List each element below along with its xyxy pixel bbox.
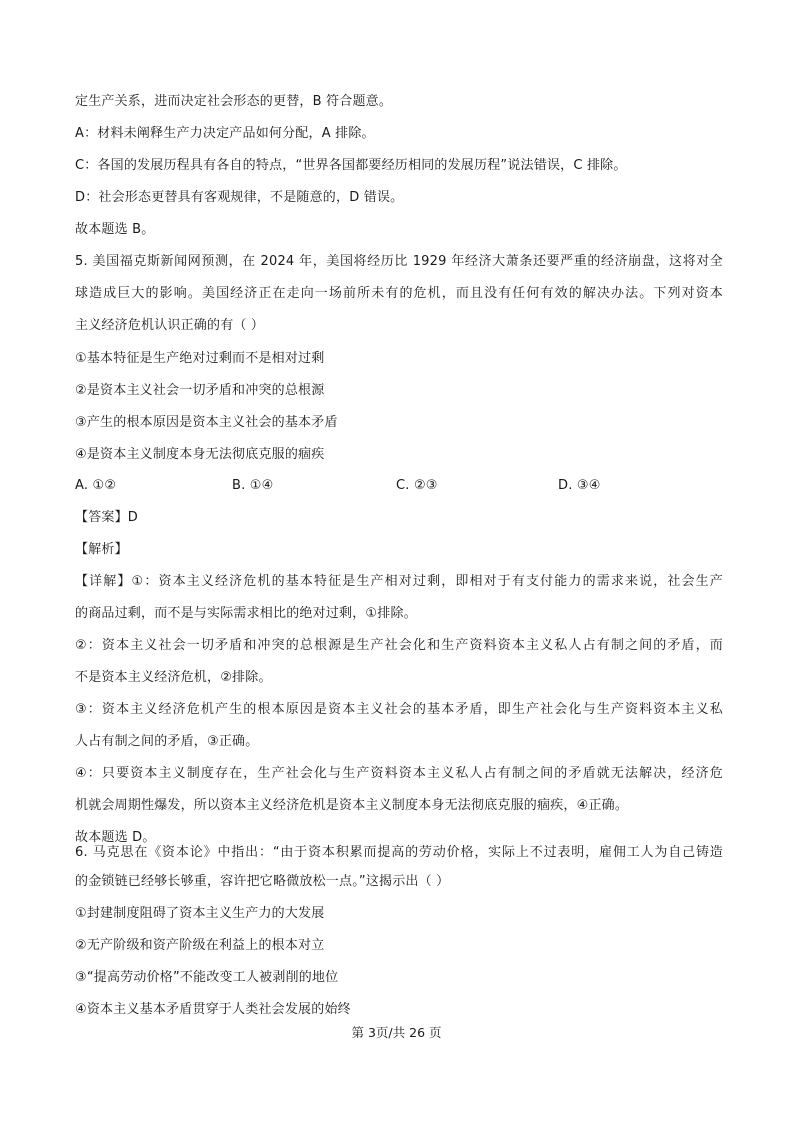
text-line: D：社会形态更替具有客观规律，不是随意的，D 错误。 xyxy=(75,190,404,205)
text-line: 故本题选 B。 xyxy=(75,222,155,237)
question-6-stem: 的金锁链已经够长够重，容许把它略微放松一点。”这揭示出（ ） xyxy=(75,874,450,889)
analysis-heading: 【解析】 xyxy=(75,542,128,557)
question-6-statement: ③“提高劳动价格”不能改变工人被剥削的地位 xyxy=(75,970,339,985)
analysis-text: 不是资本主义经济危机，②排除。 xyxy=(75,670,272,685)
question-6-statement: ②无产阶级和资产阶级在利益上的根本对立 xyxy=(75,938,325,953)
option-b: B. ①④ xyxy=(232,478,274,493)
question-6-statement: ①封建制度阻碍了资本主义生产力的大发展 xyxy=(75,906,325,921)
analysis-text: 故本题选 D。 xyxy=(75,830,156,845)
question-5-statement: ①基本特征是生产绝对过剩而不是相对过剩 xyxy=(75,351,325,366)
analysis-text: 【详解】①：资本主义经济危机的基本特征是生产相对过剩，即相对于有支付能力的需求来说，社会生产 xyxy=(75,574,723,589)
question-6-stem: 6. 马克思在《资本论》中指出：“由于资本积累而提高的劳动价格，实际上不过表明，雇佣工人为自己铸造 xyxy=(75,845,723,860)
question-6-statement: ④资本主义基本矛盾贯穿于人类社会发展的始终 xyxy=(75,1002,351,1017)
page-footer: 第 3页/共 26 页 xyxy=(351,1025,442,1040)
analysis-text: 人占有制之间的矛盾，③正确。 xyxy=(75,734,259,749)
option-c: C. ②③ xyxy=(396,478,438,493)
option-a: A. ①② xyxy=(75,478,117,493)
analysis-text: ③：资本主义经济危机产生的根本原因是资本主义社会的基本矛盾，即生产社会化与生产资料资本主义私 xyxy=(75,702,723,717)
analysis-text: ④：只要资本主义制度存在，生产社会化与生产资料资本主义私人占有制之间的矛盾就无法解决，经济危 xyxy=(75,766,723,781)
question-5-statement: ②是资本主义社会一切矛盾和冲突的总根源 xyxy=(75,383,325,398)
text-line: 定生产关系，进而决定社会形态的更替，B 符合题意。 xyxy=(75,94,393,109)
answer-line: 【答案】D xyxy=(75,510,139,525)
question-5-stem: 5. 美国福克斯新闻网预测，在 2024 年，美国将经历比 1929 年经济大萧条还要严重的经济崩盘，这将对全 xyxy=(75,254,723,269)
question-5-stem: 球造成巨大的影响。美国经济正在走向一场前所未有的危机，而且没有任何有效的解决办法。下列对资本 xyxy=(75,286,723,301)
option-d: D. ③④ xyxy=(558,478,601,493)
text-line: A：材料未阐释生产力决定产品如何分配，A 排除。 xyxy=(75,126,375,141)
text-line: C：各国的发展历程具有各自的特点，“世界各国都要经历相同的发展历程”说法错误，C 排除。 xyxy=(75,158,627,173)
question-5-stem: 主义经济危机认识正确的有（ ） xyxy=(75,318,265,333)
analysis-text: 的商品过剩，而不是与实际需求相比的绝对过剩，①排除。 xyxy=(75,606,417,621)
question-5-statement: ③产生的根本原因是资本主义社会的基本矛盾 xyxy=(75,415,338,430)
question-5-statement: ④是资本主义制度本身无法彻底克服的痼疾 xyxy=(75,447,325,462)
analysis-text: ②：资本主义社会一切矛盾和冲突的总根源是生产社会化和生产资料资本主义私人占有制之间的矛盾，而 xyxy=(75,638,723,653)
analysis-text: 机就会周期性爆发，所以资本主义经济危机是资本主义制度本身无法彻底克服的痼疾，④正确。 xyxy=(75,798,629,813)
